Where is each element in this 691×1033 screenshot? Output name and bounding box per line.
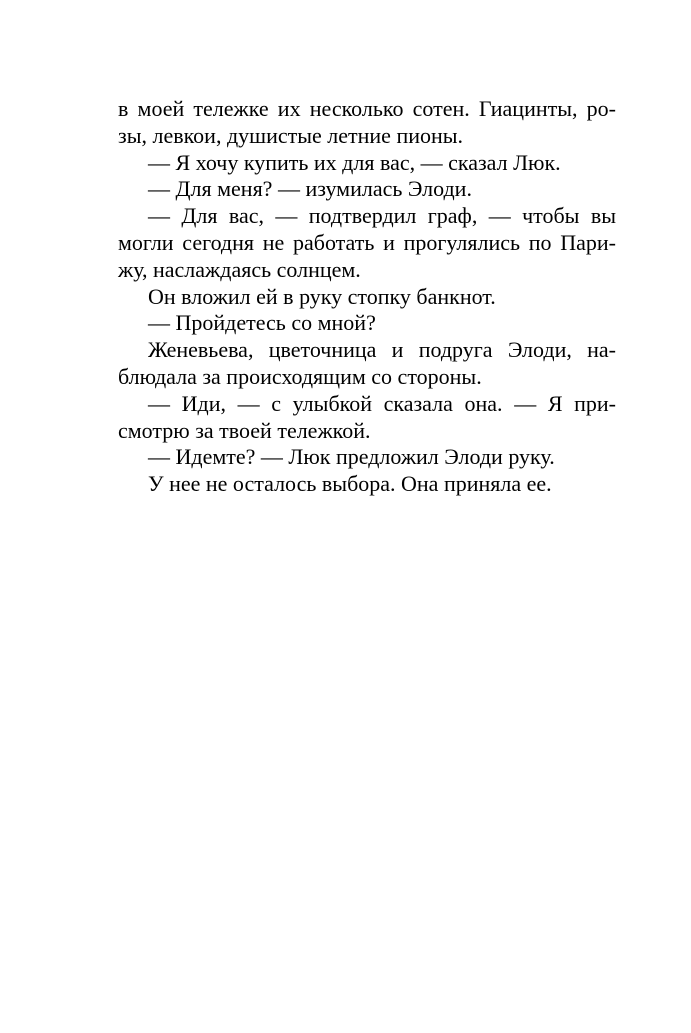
text-line: — Идемте? — Люк предложил Элоди руку. <box>148 444 555 470</box>
text-line: — Я хочу купить их для вас, — сказал Люк. <box>148 149 561 175</box>
text-line: — Для меня? — изумилась Элоди. <box>148 176 472 202</box>
text-line: зы, левкои, душистые летние пионы. <box>118 122 464 148</box>
body-text <box>118 96 616 498</box>
text-line: — Для вас, — подтвердил граф, — чтобы вы <box>148 203 616 229</box>
text-line: жу, наслаждаясь солнцем. <box>118 256 361 282</box>
text-line: У нее не осталось выбора. Она приняла ее. <box>148 471 552 497</box>
text-line: в моей тележке их несколько сотен. Гиацинты, ро- <box>118 96 616 121</box>
text-line: блюдала за происходящим со стороны. <box>118 363 482 389</box>
text-line: Женевьева, цветочница и подруга Элоди, на- <box>148 337 616 363</box>
text-line: — Иди, — с улыбкой сказала она. — Я при- <box>148 390 616 416</box>
text-line: — Пройдетесь со мной? <box>148 310 376 336</box>
text-line: смотрю за твоей тележкой. <box>118 417 371 443</box>
text-line: могли сегодня не работать и прогулялись по Пари- <box>118 229 616 255</box>
text-line: Он вложил ей в руку стопку банкнот. <box>148 283 496 309</box>
